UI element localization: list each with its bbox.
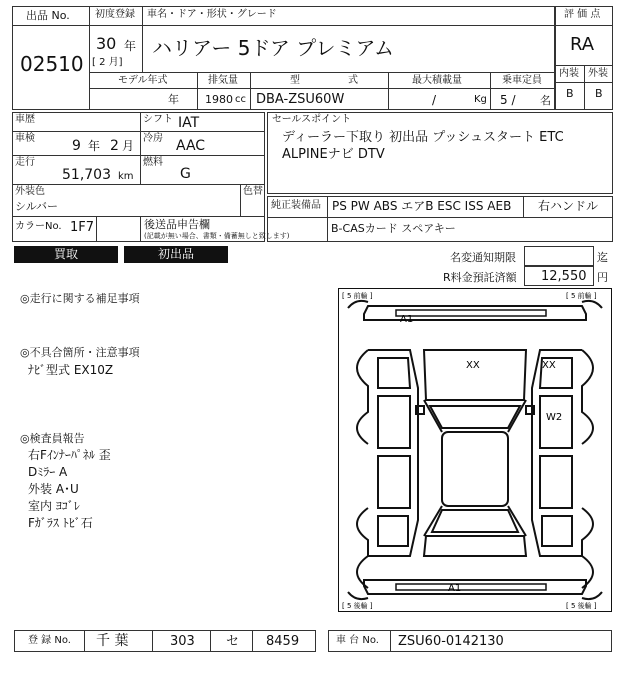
front-right-wheel-tag: [ 5 前輪 ] [566,292,597,300]
first-reg-label: 初度登録 [95,9,135,20]
inspection-month: 2 [110,138,119,154]
first-reg-month: [ 2 月] [92,57,123,68]
score-value: RA [570,34,595,55]
shift-value: IAT [178,115,200,131]
displacement: 1980 [205,93,233,106]
sales-point-line2: ALPINEナビ DTV [282,147,385,162]
equipment-label: 純正装備品 [271,200,321,211]
color-change-label: 色替 [243,186,263,197]
car-name: ハリアー 5ドア プレミアム [152,36,395,60]
inspector-title: ◎検査員報告 [20,432,85,445]
displacement-label: 排気量 [208,75,238,86]
fender-mark: XX [542,360,556,371]
model-year-unit: 年 [168,93,179,106]
color-no-label: カラーNo. [15,221,62,232]
ac-value: AAC [176,138,206,154]
rear-bumper-mark: A1 [448,583,462,594]
defects-line: ﾅﾋﾞ型式 EX10Z [28,363,114,377]
interior-label: 内装 [559,68,579,79]
first-reg-year-unit: 年 [124,39,137,53]
chassis-number: ZSU60-0142130 [398,634,504,649]
front-left-wheel-tag: [ 5 前輪 ] [342,292,373,300]
rear-left-wheel-tag: [ 5 後輪 ] [342,602,373,610]
interior-grade: B [566,87,574,100]
model-year-label: モデル年式 [118,75,168,86]
door-mark: W2 [546,412,563,423]
capacity-unit: 名 [540,94,551,107]
inspector-line: 右Fｲﾝﾅｰﾊﾟﾈﾙ 歪 [28,448,111,462]
first-reg-year: 30 [96,34,117,53]
mileage-label: 走行 [15,157,35,168]
color-value: シルバー [15,200,58,213]
shift-label: シフト [143,114,173,125]
name-change-value-box [524,246,594,266]
recycle-fee-label: R料金預託済額 [443,271,517,284]
model-code: DBA-ZSU60W [256,92,345,107]
history-label: 車歴 [15,114,35,125]
defects-title: ◎不具合箇所・注意事項 [20,346,140,359]
color-no-value: 1F7 [70,220,95,235]
sales-point-line1: ディーラー下取り 初出品 プッシュスタート ETC [282,130,564,145]
mileage-unit: km [118,171,134,182]
post-equip-note: (記載が無い場合、書類・備蓄無しと致します) [144,232,290,240]
max-load: / [432,93,437,107]
inspection-year: 9 [72,138,81,154]
displacement-unit: cc [235,94,246,105]
inspector-line: Dﾐﾗｰ A [28,465,68,479]
type-label: 型 [290,75,300,86]
equipment-value-2: B-CASカード スペアキー [331,222,456,235]
car-damage-diagram [338,288,612,612]
sales-point-label: セールスポイント [272,114,352,125]
equipment-value: PS PW ABS エアB ESC ISS AEB [332,199,512,213]
post-equip-label: 後送品申告欄 [144,218,210,231]
type-label-2: 式 [348,75,358,86]
max-load-unit: Kg [474,94,487,105]
inspector-line: 外装 A･U [28,482,79,496]
inspector-line: 室内 ﾖｺﾞﾚ [28,499,80,513]
exterior-grade: B [595,87,603,100]
fuel-label: 燃料 [143,157,163,168]
inspection-label: 車検 [15,133,35,144]
registration-label: 登 録 No. [28,635,71,646]
color-label: 外装色 [15,186,45,197]
front-bumper-mark: A1 [400,314,414,325]
capacity: 5 / [500,93,516,107]
car-name-label: 車名・ドア・形状・グレード [147,9,277,20]
name-change-unit: 迄 [597,251,608,264]
fuel-value: G [180,166,191,182]
registration-class: 303 [170,634,195,649]
lot-number: 02510 [20,52,84,76]
registration-number: 8459 [266,634,300,649]
chassis-label: 車 台 No. [336,635,379,646]
purchase-tag: 買取 [14,246,118,263]
registration-region: 千 葉 [96,633,129,649]
first-listing-tag: 初出品 [124,246,228,263]
recycle-fee-unit: 円 [597,271,608,284]
inspection-year-unit: 年 [88,139,101,153]
capacity-label: 乗車定員 [502,75,542,86]
recycle-fee-value: 12,550 [541,269,587,284]
exterior-label: 外装 [588,68,608,79]
name-change-label: 名変通知期限 [450,251,516,264]
inspector-line: Fｶﾞﾗｽ ﾄﾋﾞ石 [28,516,93,530]
handle-value: 右ハンドル [538,199,599,213]
inspection-month-unit: 月 [122,139,135,153]
lot-label: 出品 No. [26,9,70,22]
mileage-value: 51,703 [62,167,111,183]
max-load-label: 最大積載量 [412,75,462,86]
score-label: 評 価 点 [564,9,601,20]
rear-right-wheel-tag: [ 5 後輪 ] [566,602,597,610]
registration-kana: セ [226,634,240,649]
driving-notes-title: ◎走行に関する補足事項 [20,292,140,305]
ac-label: 冷房 [143,133,163,144]
hood-mark: XX [466,360,480,371]
